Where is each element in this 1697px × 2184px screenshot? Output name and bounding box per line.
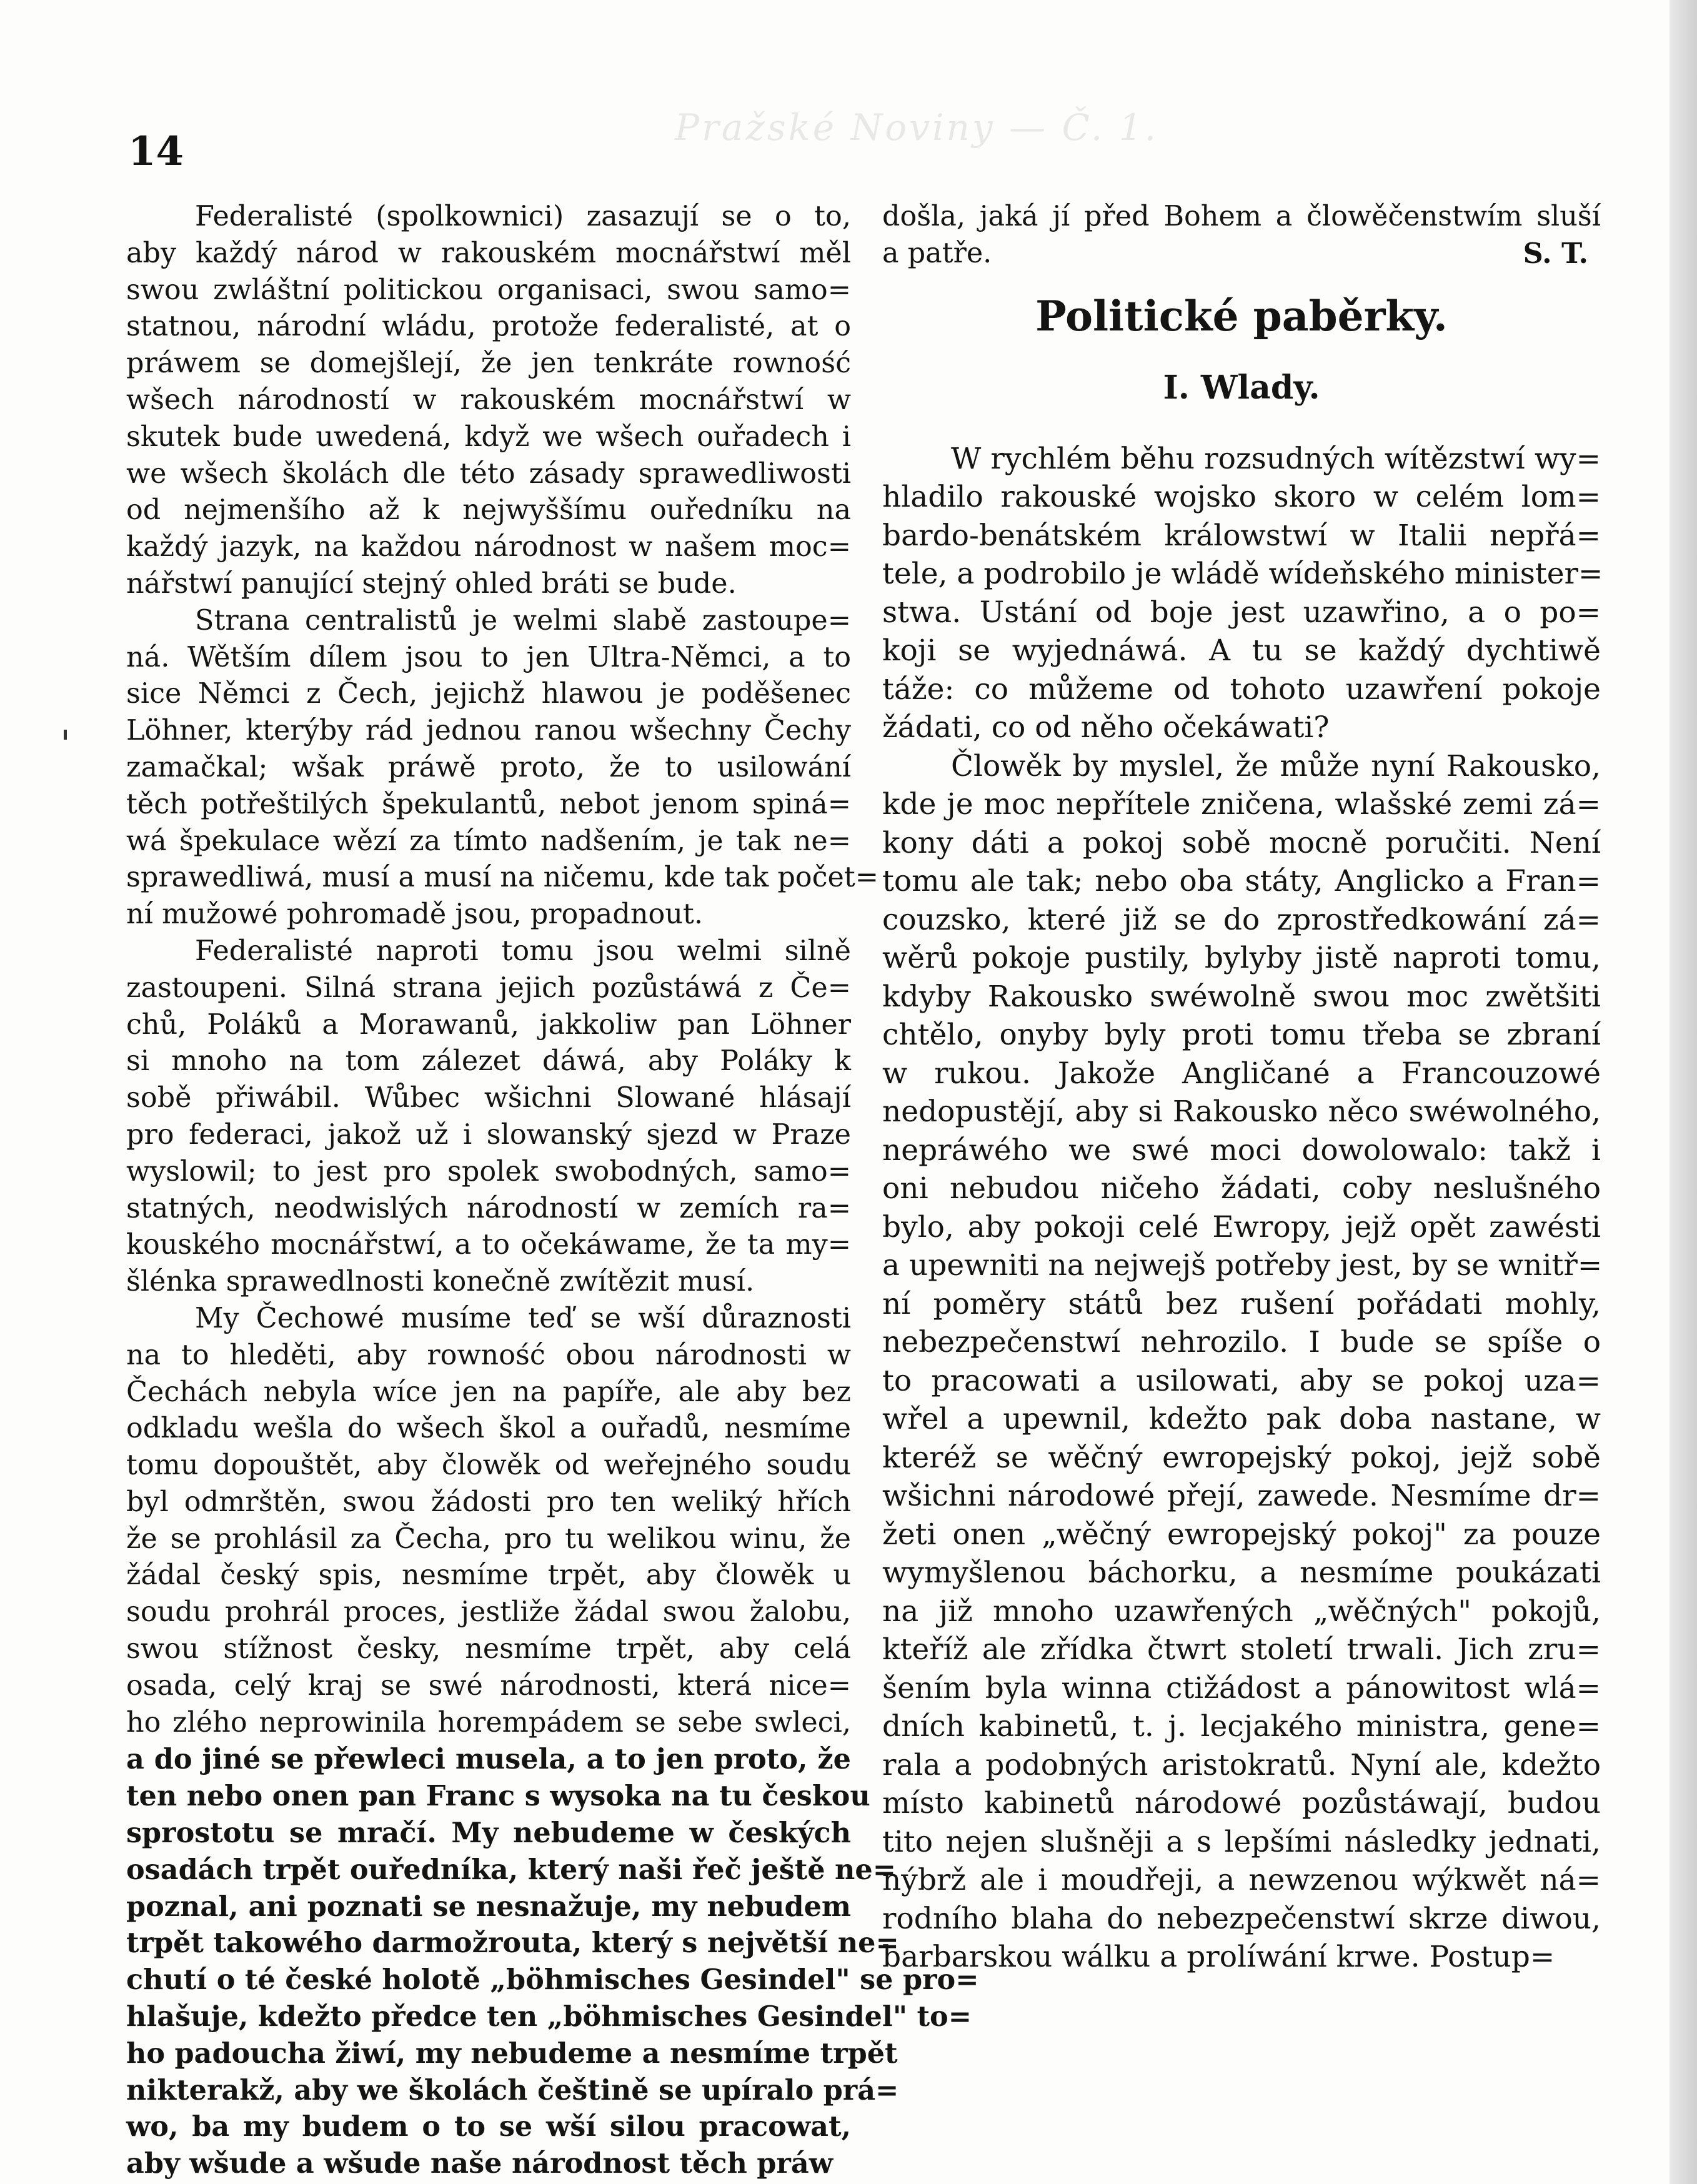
text-line: sice Němci z Čech, jejichž hlawou je poděšenec [126,678,851,710]
text-line: chů, Poláků a Morawanů, jakkoliw pan Löhner [126,1008,851,1041]
text-line: že se prohlásil za Čecha, pro tu welikou winu, že [126,1522,851,1555]
text-line: bardo-benátském králowstwí w Italii nepřá= [882,518,1601,553]
text-line: W rychlém běhu rozsudných wítězstwí wy= [951,441,1601,476]
text-line: nepráwého we swé moci dowolowalo: takž i [882,1133,1601,1168]
text-line: chutí o té české holotě „böhmisches Gesindel" se pro= [126,1963,979,1997]
text-line: nebezpečenstwí nehrozilo. I bude se spíše o [882,1325,1601,1360]
text-line: swou zwláštní politickou organisaci, swou samo= [126,274,851,306]
paragraph [882,440,1601,747]
text-line: byl odmrštěn, swou žádosti pro ten weliký hřích [126,1486,851,1518]
text-line: tele, a podrobilo je wládě wídeňského minister= [882,557,1603,592]
text-line: osadách trpět ouředníka, který naši řeč ještě ne= [126,1853,897,1886]
bleed-through-header: Pražské Noviny — Č. 1. [675,106,1159,149]
text-line: soudu prohrál proces, jestliže žádal swou žalobu, [126,1596,851,1629]
text-line: od nejmenšího až k nejwyššímu ouředníku na [126,494,851,527]
text-line: a upewniti na nejwejš potřeby jest, by se wnitř= [882,1248,1603,1283]
text-line: hlašuje, kdežto předce ten „böhmisches Gesindel" to= [126,2000,972,2033]
paragraph [126,603,879,933]
text-line: ho zlého neprowinila horempádem se sebe swleci, [126,1706,851,1739]
text-line: trpět takowého darmožrouta, který s největší ne= [126,1927,899,1960]
text-line: táže: co můžeme od tohoto uzawření pokoje [882,672,1601,707]
text-line: šlénka sprawedlnosti konečně zwítězit musí. [126,1266,755,1298]
text-line: nářstwí panující stejný ohled bráti se bude. [126,567,737,600]
text-line: šením byla winna ctižádost a pánowitost wlá= [882,1670,1601,1705]
text-line: hladilo rakouské wojsko skoro w celém lom= [882,480,1601,515]
continuation-last-line: a patře. [882,237,992,269]
text-line: ten nebo onen pan Franc s wysoka na tu českou [126,1780,870,1813]
text-line: skutek bude uwedená, když we wšech ouřadech i [126,420,851,453]
text-line: nedopustějí, aby si Rakousko něco swéwolného, [882,1094,1601,1129]
text-line: couzsko, které již se do zprostředkowání zá= [882,902,1601,937]
text-line: kony dáti a pokoj sobě mocně poručiti. Není [882,825,1601,860]
text-line: ní mužowé pohromadě jsou, propadnout. [126,898,703,931]
text-line: na již mnoho uzawřených „wěčných" pokojů, [882,1594,1601,1629]
text-line: koji se wyjednáwá. A tu se každý dychtiwě [882,633,1601,668]
text-line: dních kabinetů, t. j. lecjakého ministra, gene= [882,1709,1601,1744]
paragraph [126,1301,979,2182]
section-title: Politické paběrky. [1035,291,1448,340]
text-line: nýbrž ale i moudřeji, a newzenou wýkwět ná= [882,1863,1601,1898]
text-line: aby wšude a wšude naše národnost těch práw [126,2147,834,2180]
subsection-title: I. Wlady. [1163,368,1320,407]
text-line: Federalisté (spolkownici) zasazují se o to, [195,201,851,232]
text-line: wšichni národowé přejí, zawede. Nesmíme dr= [882,1479,1601,1514]
text-line: pro federaci, jakož už i slowanský sjezd w Praze [126,1118,851,1151]
text-line: ho padoucha žiwí, my nebudeme a nesmíme trpět [126,2037,898,2070]
text-line: wá špekulace wězí za tímto nadšením, je tak ne= [126,825,851,857]
paragraph [126,933,851,1301]
text-line: nikterakž, aby we školách češtině se upíralo prá= [126,2073,899,2107]
text-line: zamačkal; wšak práwě proto, že to usilowání [126,751,851,783]
text-line: rala a podobných aristokratů. Nyní ale, kdežto [882,1747,1601,1782]
text-line: statnou, národní wládu, protože federalisté, at o [126,310,851,343]
text-line: My Čechowé musíme teď se wší důraznosti [195,1302,851,1334]
text-line: žeti onen „wěčný ewropejský pokoj" za pouze [882,1517,1601,1552]
paragraph [882,747,1601,1977]
signature-line [882,236,1601,272]
text-line: to pracowati a usilowati, aby se pokoj uza= [882,1363,1601,1398]
paragraph [126,199,851,603]
text-line: wšech národností w rakouském mocnářstwí w [126,384,851,416]
text-line: žádal český spis, nesmíme trpět, aby člowěk u [126,1559,851,1592]
text-line: wymyšlenou báchorku, a nesmíme poukázati [882,1556,1601,1591]
text-line: ní poměry států bez rušení pořádati mohly, [882,1286,1601,1321]
text-line: we wšech školách dle této zásady sprawedliwosti [126,457,851,490]
text-line: chtělo, onyby byly proti tomu třeba se zbraní [882,1018,1601,1053]
text-line: kdyby Rakousko swéwolně swou moc zwětšiti [882,979,1601,1014]
text-line: w rukou. Jakože Angličané a Francouzowé [882,1056,1601,1091]
text-line: tito nejen slušněji a s lepšími následky jednati, [882,1824,1601,1859]
text-line: sprostotu se mračí. My nebudeme w českých [126,1817,851,1850]
page-edge-shadow [1670,0,1697,2184]
text-line: na to hleděti, aby rowność obou národnosti w [126,1339,851,1371]
text-line: tomu dopouštět, aby člowěk od weřejného soudu [126,1449,851,1482]
text-line: wěrů pokoje pustily, bylyby jistě naproti tomu, [882,941,1601,976]
text-line: odkladu wešla do wšech škol a ouřadů, nesmíme [126,1412,851,1445]
article-signature: S. T. [1523,237,1588,270]
text-line: Löhner, kterýby rád jednou ranou wšechny Čechy [126,715,851,747]
text-line: sobě přiwábil. Wůbec wšichni Slowané hlásají [126,1082,851,1114]
text-line: statných, neodwislých národností w zemích ra= [126,1192,851,1224]
right-article-body [882,440,1601,1977]
text-line: každý jazyk, na každou národnost w našem moc= [126,531,851,563]
text-line: wřel a upewnil, kdežto pak doba nastane, w [882,1402,1601,1437]
text-line: rodního blaha do nebezpečenstwí skrze diwou, [882,1901,1601,1936]
text-line: aby každý národ w rakouském mocnářstwí měl [126,237,851,269]
page-number: 14 [128,128,184,175]
text-line: místo kabinetů národowé pozůstáwají, budou [882,1786,1601,1821]
text-line: kteříž ale zřídka čtwrt století trwali. Jich zru= [882,1632,1601,1667]
text-line: osada, celý kraj se swé národnosti, která nice= [126,1669,851,1702]
text-line: kteréž se wěčný ewropejský pokoj, jejž sobě [882,1440,1601,1475]
text-line: Čechách nebyla wíce jen na papíře, ale aby bez [126,1376,851,1408]
text-line: barbarskou wálku a prolíwání krwe. Postup= [882,1940,1555,1975]
text-line: Federalisté naproti tomu jsou welmi silně [195,935,851,967]
text-line: Člowěk by myslel, že může nyní Rakousko, [951,748,1601,783]
right-column [882,199,1601,1977]
text-line: wyslowil; to jest pro spolek swobodných, samo= [126,1155,851,1188]
text-line: sprawedliwá, musí a musí na ničemu, kde tak počet= [126,861,879,894]
text-line: poznal, ani poznati se nesnažuje, my nebudem [126,1890,851,1923]
text-line: wo, ba my budem o to se wší silou pracowat, [126,2110,851,2143]
text-line: ná. Wětším dílem jsou to jen Ultra-Němci, a to [126,641,851,673]
text-line: zastoupeni. Silná strana jejich pozůstáwá z Če= [126,971,851,1004]
text-line: a do jiné se přewleci musela, a to jen proto, že [126,1743,851,1776]
stray-ink-mark [64,730,67,740]
text-line: kouského mocnářstwí, a to očekáwame, že ta my= [126,1229,851,1261]
text-line: práwem se domejšlejí, že jen tenkráte rowność [126,347,851,380]
text-line: swou stížnost česky, nesmíme trpět, aby celá [126,1633,851,1665]
text-line: těch potřeštilých špekulantů, nebot jenom spiná= [126,788,851,820]
text-line: oni nebudou ničeho žádati, coby neslušného [882,1171,1601,1206]
text-line: kde je moc nepřítele zničena, wlašské zemi zá= [882,787,1601,822]
continuation-text [882,199,1601,236]
text-line: si mnoho na tom zálezet dáwá, aby Poláky k [126,1045,851,1078]
text-line: žádati, co od něho očekáwati? [882,710,1330,745]
text-line: stwa. Ustání od boje jest uzawřino, a o po= [882,595,1601,630]
text-line: tomu ale tak; nebo oba státy, Anglicko a Fran= [882,864,1601,899]
text-line: došla, jaká jí před Bohem a člowěčenstwím sluší [882,201,1601,232]
text-line: bylo, aby pokoji celé Ewropy, jejž opět zawésti [882,1209,1601,1244]
text-line: Strana centralistů je welmi slabě zastoupe= [195,604,851,637]
